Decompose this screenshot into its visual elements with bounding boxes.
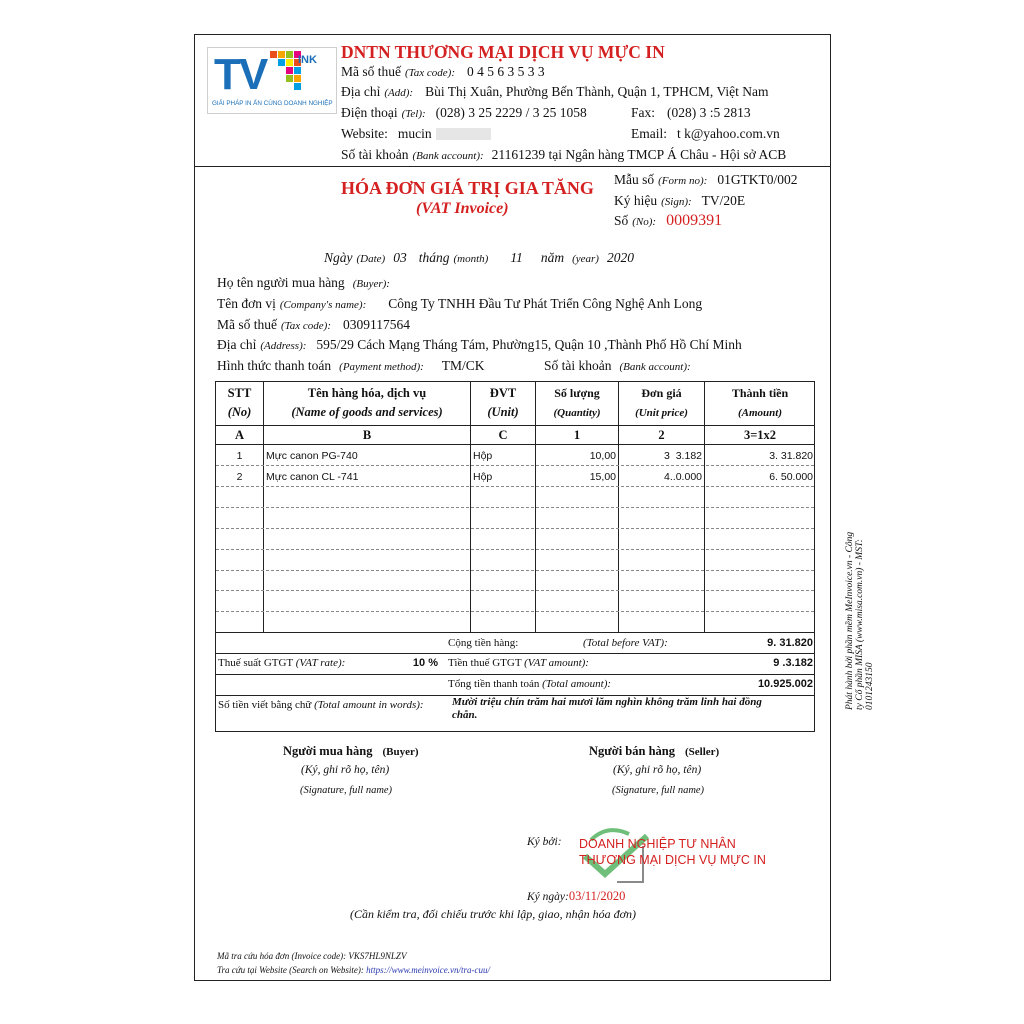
totals-line bbox=[215, 674, 815, 675]
code-2: 2 bbox=[658, 428, 665, 442]
buyer-name-row bbox=[217, 274, 390, 292]
seller-bank-label-en: (Bank account): bbox=[412, 150, 484, 162]
header-quantity-en: (Quantity) bbox=[553, 407, 601, 419]
buyer-company-value: Công Ty TNHH Đầu Tư Phát Triển Công Nghệ Anh Long bbox=[388, 296, 703, 311]
total-label: Tổng tiền thanh toán bbox=[448, 678, 540, 690]
header-amount bbox=[705, 384, 815, 423]
payment-value: TM/CK bbox=[441, 358, 485, 373]
buyer-address-label: Địa chỉ bbox=[217, 337, 257, 352]
buyer-bank-label-en: (Bank account): bbox=[619, 361, 691, 373]
sign-value: TV/20E bbox=[701, 193, 746, 208]
logo-text: TV bbox=[214, 50, 267, 99]
seller-fax-label: Fax: bbox=[631, 105, 656, 120]
signed-date-value: 03/11/2020 bbox=[568, 889, 626, 903]
row-line bbox=[216, 611, 814, 612]
subtotal-label: Cộng tiền hàng: bbox=[448, 637, 519, 649]
seller-phone-row bbox=[341, 104, 587, 122]
vat-amount-label-en: (VAT amount): bbox=[524, 657, 589, 669]
row-line bbox=[216, 590, 814, 591]
date-year: 2020 bbox=[606, 250, 634, 265]
code-b: B bbox=[362, 428, 372, 442]
row-line bbox=[216, 528, 814, 529]
totals-line bbox=[215, 653, 815, 654]
header-name-vi: Tên hàng hóa, dịch vụ bbox=[307, 386, 427, 400]
row-qty: 10,00 bbox=[589, 450, 616, 462]
total-row bbox=[448, 678, 611, 690]
invoice-no-value: 0009391 bbox=[666, 212, 723, 229]
seller-bank-row bbox=[341, 146, 786, 164]
buyer-sign-label-en: (Buyer) bbox=[382, 746, 419, 758]
month-label: tháng bbox=[418, 250, 450, 265]
row-name: Mực canon CL -741 bbox=[266, 471, 359, 483]
header-amount-vi: Thành tiền bbox=[731, 386, 789, 400]
header-unit-vi: ĐVT bbox=[489, 386, 517, 400]
header-no-vi: STT bbox=[227, 386, 252, 400]
row-no: 2 bbox=[236, 471, 243, 483]
words-label-en: (Total amount in words): bbox=[314, 699, 424, 711]
seller-phone-value: (028) 3 25 2229 / 3 25 1058 bbox=[435, 105, 587, 120]
sign-row bbox=[614, 192, 745, 210]
total-label-en: (Total amount): bbox=[542, 678, 612, 690]
header-no-en: (No) bbox=[227, 405, 252, 419]
signed-date-label: Ký ngày: bbox=[527, 891, 569, 903]
words-line-1: Mười triệu chín trăm hai mươi lăm nghìn không trăm linh hai đồng bbox=[452, 696, 762, 708]
form-no-row bbox=[614, 171, 798, 189]
sign-label-en: (Sign): bbox=[661, 196, 692, 208]
buyer-name-label-en: (Buyer): bbox=[352, 278, 390, 290]
search-link[interactable]: https://www.meinvoice.vn/tra-cuu/ bbox=[366, 965, 490, 975]
signed-by-label: Ký bởi: bbox=[527, 836, 562, 848]
vat-rate-label-en: (VAT rate): bbox=[295, 657, 346, 669]
invoice-no-row bbox=[614, 212, 722, 230]
buyer-tax-value: 0309117564 bbox=[343, 317, 410, 332]
row-amount: 6. 50.000 bbox=[769, 471, 813, 483]
code-c: C bbox=[498, 428, 508, 442]
header-divider bbox=[194, 166, 831, 167]
row-amount: 3. 31.820 bbox=[769, 450, 813, 462]
seller-sign-hint-en: (Signature, full name) bbox=[612, 785, 705, 796]
row-qty: 15,00 bbox=[589, 471, 616, 483]
buyer-sign-label: Người mua hàng bbox=[283, 744, 373, 758]
buyer-tax-row bbox=[217, 316, 410, 334]
buyer-bank-row bbox=[544, 357, 691, 375]
logo-sub: INK bbox=[298, 54, 317, 66]
header-unit bbox=[471, 384, 535, 422]
seller-email-label: Email: bbox=[631, 126, 667, 141]
words-label: Số tiền viết bằng chữ bbox=[218, 699, 312, 711]
header-unit-price-vi: Đơn giá bbox=[641, 386, 682, 400]
company-logo bbox=[207, 47, 337, 114]
buyer-sign-title bbox=[283, 742, 419, 760]
invoice-no-label: Số bbox=[614, 213, 629, 228]
seller-website-value[interactable]: mucin bbox=[397, 126, 432, 141]
code-a: A bbox=[234, 428, 245, 442]
date-day: 03 bbox=[393, 250, 407, 265]
seller-phone-label: Điện thoại bbox=[341, 105, 398, 120]
header-unit-price bbox=[619, 384, 704, 423]
redaction-mark bbox=[436, 128, 491, 140]
search-row bbox=[217, 965, 490, 975]
year-label-en: (year) bbox=[572, 253, 599, 265]
seller-address-label-en: (Add): bbox=[384, 87, 414, 99]
invoice-code-label: Mã tra cứu hóa đơn (Invoice code): bbox=[217, 951, 347, 961]
row-line bbox=[216, 486, 814, 487]
row-line bbox=[216, 570, 814, 571]
row-line bbox=[216, 465, 814, 466]
seller-tax-value: 0 4 5 6 3 5 3 3 bbox=[467, 64, 545, 79]
seller-bank-value: 21161239 tại Ngân hàng TMCP Á Châu - Hội sở ACB bbox=[491, 147, 787, 162]
header-amount-en: (Amount) bbox=[737, 407, 782, 419]
row-line bbox=[216, 507, 814, 508]
seller-sign-hint: (Ký, ghi rõ họ, tên) bbox=[613, 764, 702, 776]
vat-amount-value: 9 .3.182 bbox=[773, 657, 813, 669]
row-name: Mực canon PG-740 bbox=[266, 450, 358, 462]
seller-sign-title bbox=[589, 742, 719, 760]
header-quantity bbox=[536, 384, 618, 423]
check-note: (Cần kiểm tra, đối chiếu trước khi lập, giao, nhận hóa đơn) bbox=[350, 907, 636, 921]
signed-by-value bbox=[579, 836, 766, 868]
seller-tax-row bbox=[341, 63, 545, 81]
seller-tax-label: Mã số thuế bbox=[341, 64, 401, 79]
buyer-tax-label-en: (Tax code): bbox=[281, 320, 331, 332]
buyer-payment-row bbox=[217, 357, 485, 375]
sign-label: Ký hiệu bbox=[614, 193, 658, 208]
signed-by-line-1: DOANH NGHIỆP TƯ NHÂN bbox=[579, 837, 736, 851]
buyer-address-value: 595/29 Cách Mạng Tháng Tám, Phường15, Quận 10 ,Thành Phố Hồ Chí Minh bbox=[316, 337, 742, 352]
payment-label-en: (Payment method): bbox=[339, 361, 424, 373]
invoice-code-row bbox=[217, 951, 406, 961]
header-quantity-vi: Số lượng bbox=[554, 386, 600, 400]
vat-amount-row bbox=[448, 657, 589, 669]
code-3: 3=1x2 bbox=[743, 428, 777, 442]
invoice-subtitle: (VAT Invoice) bbox=[416, 200, 509, 217]
date-month: 11 bbox=[510, 250, 523, 265]
seller-tax-label-en: (Tax code): bbox=[405, 67, 455, 79]
row-no: 1 bbox=[236, 450, 243, 462]
seller-email-row bbox=[631, 125, 780, 143]
header-unit-price-en: (Unit price) bbox=[635, 407, 688, 419]
logo-tagline: GIẢI PHÁP IN ẤN CÙNG DOANH NGHIỆP bbox=[212, 100, 333, 107]
seller-website-label: Website: bbox=[341, 126, 388, 141]
search-label: Tra cứu tại Website (Search on Website): bbox=[217, 965, 364, 975]
buyer-company-row bbox=[217, 295, 702, 313]
header-name bbox=[264, 384, 470, 422]
row-unit: Hộp bbox=[473, 450, 493, 462]
words-line-2: chẵn. bbox=[452, 709, 478, 721]
invoice-date-row bbox=[324, 249, 634, 267]
buyer-tax-label: Mã số thuế bbox=[217, 317, 277, 332]
code-1: 1 bbox=[573, 428, 581, 442]
buyer-sign-hint-en: (Signature, full name) bbox=[300, 785, 393, 796]
header-unit-en: (Unit) bbox=[487, 405, 519, 419]
row-price: 3 3.182 bbox=[664, 450, 702, 462]
buyer-bank-label: Số tài khoản bbox=[544, 358, 612, 373]
row-line bbox=[216, 549, 814, 550]
seller-address-row bbox=[341, 83, 769, 101]
seller-sign-label: Người bán hàng bbox=[589, 744, 675, 758]
month-label-en: (month) bbox=[453, 253, 489, 265]
seller-bank-label: Số tài khoản bbox=[341, 147, 409, 162]
form-no-label-en: (Form no): bbox=[658, 175, 708, 187]
date-label-en: (Date) bbox=[356, 253, 386, 265]
buyer-address-row bbox=[217, 336, 742, 354]
buyer-address-label-en: (Address): bbox=[260, 340, 307, 352]
invoice-no-label-en: (No): bbox=[632, 216, 657, 228]
seller-fax-value: (028) 3 :5 2813 bbox=[667, 105, 751, 120]
vat-rate-value: 10 % bbox=[412, 657, 438, 669]
buyer-name-label: Họ tên người mua hàng bbox=[217, 275, 345, 290]
header-no bbox=[216, 384, 263, 422]
subtotal-label-en: (Total before VAT): bbox=[583, 637, 668, 649]
seller-address-value: Bùi Thị Xuân, Phường Bến Thành, Quận 1, TPHCM, Việt Nam bbox=[425, 84, 769, 99]
invoice-title: HÓA ĐƠN GIÁ TRỊ GIA TĂNG bbox=[341, 178, 594, 198]
vat-amount-label: Tiền thuế GTGT bbox=[448, 657, 522, 669]
buyer-company-label: Tên đơn vị bbox=[217, 296, 276, 311]
form-no-label: Mẫu số bbox=[614, 172, 655, 187]
form-no-value: 01GTKT0/002 bbox=[717, 172, 798, 187]
seller-sign-label-en: (Seller) bbox=[684, 746, 720, 758]
year-label: năm bbox=[540, 250, 565, 265]
seller-email-value[interactable]: t k@yahoo.com.vn bbox=[677, 126, 780, 141]
words-value bbox=[452, 696, 762, 722]
signed-by-line-2: THƯƠNG MẠI DỊCH VỤ MỰC IN bbox=[579, 853, 766, 867]
signed-date-row bbox=[527, 887, 625, 905]
row-unit: Hộp bbox=[473, 471, 493, 483]
payment-label: Hình thức thanh toán bbox=[217, 358, 332, 373]
seller-fax-row bbox=[631, 104, 751, 122]
totals-top-line bbox=[215, 632, 815, 633]
total-value: 10.925.002 bbox=[757, 678, 813, 690]
seller-company-name: DNTN THƯƠNG MẠI DỊCH VỤ MỰC IN bbox=[341, 42, 665, 62]
words-row bbox=[218, 699, 424, 711]
vat-rate-label: Thuế suất GTGT bbox=[218, 657, 293, 669]
buyer-sign-hint: (Ký, ghi rõ họ, tên) bbox=[301, 764, 390, 776]
seller-address-label: Địa chỉ bbox=[341, 84, 381, 99]
vat-rate-row bbox=[218, 657, 345, 669]
seller-phone-label-en: (Tel): bbox=[401, 108, 426, 120]
buyer-company-label-en: (Company's name): bbox=[279, 299, 367, 311]
publisher-side-note: Phát hành bởi phần mềm MeInvoice.vn - Công ty Cổ phần MISA (www.misa.com.vn) - MST: 0101243150 bbox=[845, 531, 875, 710]
date-label: Ngày bbox=[324, 250, 353, 265]
row-price: 4..0.000 bbox=[664, 471, 702, 483]
seller-website-row bbox=[341, 125, 491, 143]
header-name-en: (Name of goods and services) bbox=[291, 405, 443, 419]
subtotal-value: 9. 31.820 bbox=[767, 637, 813, 649]
invoice-code-value: VKS7HL9NLZV bbox=[348, 951, 407, 961]
